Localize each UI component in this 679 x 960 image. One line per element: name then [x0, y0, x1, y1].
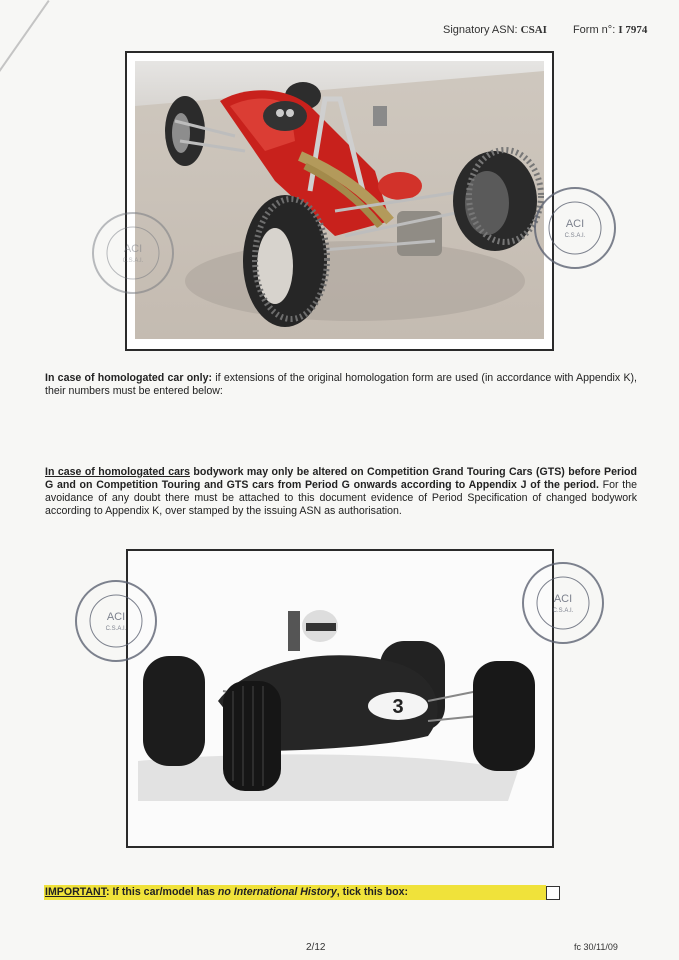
svg-text:3: 3: [392, 696, 404, 718]
important-label: IMPORTANT: [45, 886, 107, 898]
no-international-history-checkbox[interactable]: [546, 886, 560, 900]
svg-text:ACI: ACI: [553, 593, 573, 605]
important-text-before: : If this car/model has: [106, 886, 218, 898]
important-italic: no International History: [217, 886, 337, 898]
signatory-value: CSAI: [520, 24, 547, 36]
car-photo-racing: [128, 551, 552, 846]
form-number: [573, 24, 647, 36]
note-text: For the avoidance of any doubt there must be attached to this document evidence of Period Specification of changed bodywork according to Appendix K, over stamped by the issuing ASN as authorisation.: [45, 479, 637, 517]
signatory-asn: [443, 24, 547, 36]
svg-text:ACI: ACI: [106, 611, 126, 623]
csai-stamp-bottom-left: [73, 578, 159, 664]
form-number-label: Form n°:: [572, 24, 616, 36]
scan-page-edge: [0, 0, 50, 108]
svg-text:ACI: ACI: [123, 243, 143, 255]
important-text-after: , tick this box:: [336, 886, 409, 898]
homologation-extensions-note: [45, 372, 637, 398]
form-number-value: I 7974: [618, 24, 648, 36]
note-bold-text: bodywork may only be altered on Competition Grand Touring Cars (GTS) before Period G and on Competition Touring and GTS cars from Period G onwards according to Appendix J of the period.: [45, 466, 637, 491]
bodywork-alteration-note: [45, 466, 637, 518]
revision-date: fc 30/11/09: [574, 942, 618, 952]
page-number: 2/12: [306, 942, 326, 953]
csai-stamp-top-left: [90, 210, 176, 296]
signatory-label: Signatory ASN:: [443, 24, 518, 36]
svg-text:C.S.A.I.: C.S.A.I.: [105, 626, 127, 632]
car-photo-rear-view: [135, 61, 544, 339]
svg-text:C.S.A.I.: C.S.A.I.: [122, 258, 144, 264]
csai-stamp-top-right: [532, 185, 618, 271]
photo-top-frame: [122, 51, 554, 351]
form-header: [443, 24, 647, 36]
svg-text:C.S.A.I.: C.S.A.I.: [552, 608, 574, 614]
svg-text:ACI: ACI: [565, 218, 585, 230]
svg-text:C.S.A.I.: C.S.A.I.: [564, 233, 586, 239]
note-lead: In case of homologated car only:: [45, 372, 213, 384]
note-lead-underlined: In case of homologated cars: [45, 466, 190, 478]
important-notice: [44, 885, 546, 900]
photo-bottom-frame: [126, 549, 554, 848]
note-text: if extensions of the original homologation form are used (in accordance with Appendix K), their numbers must be entered below:: [45, 372, 637, 397]
csai-stamp-bottom-right: [520, 560, 606, 646]
